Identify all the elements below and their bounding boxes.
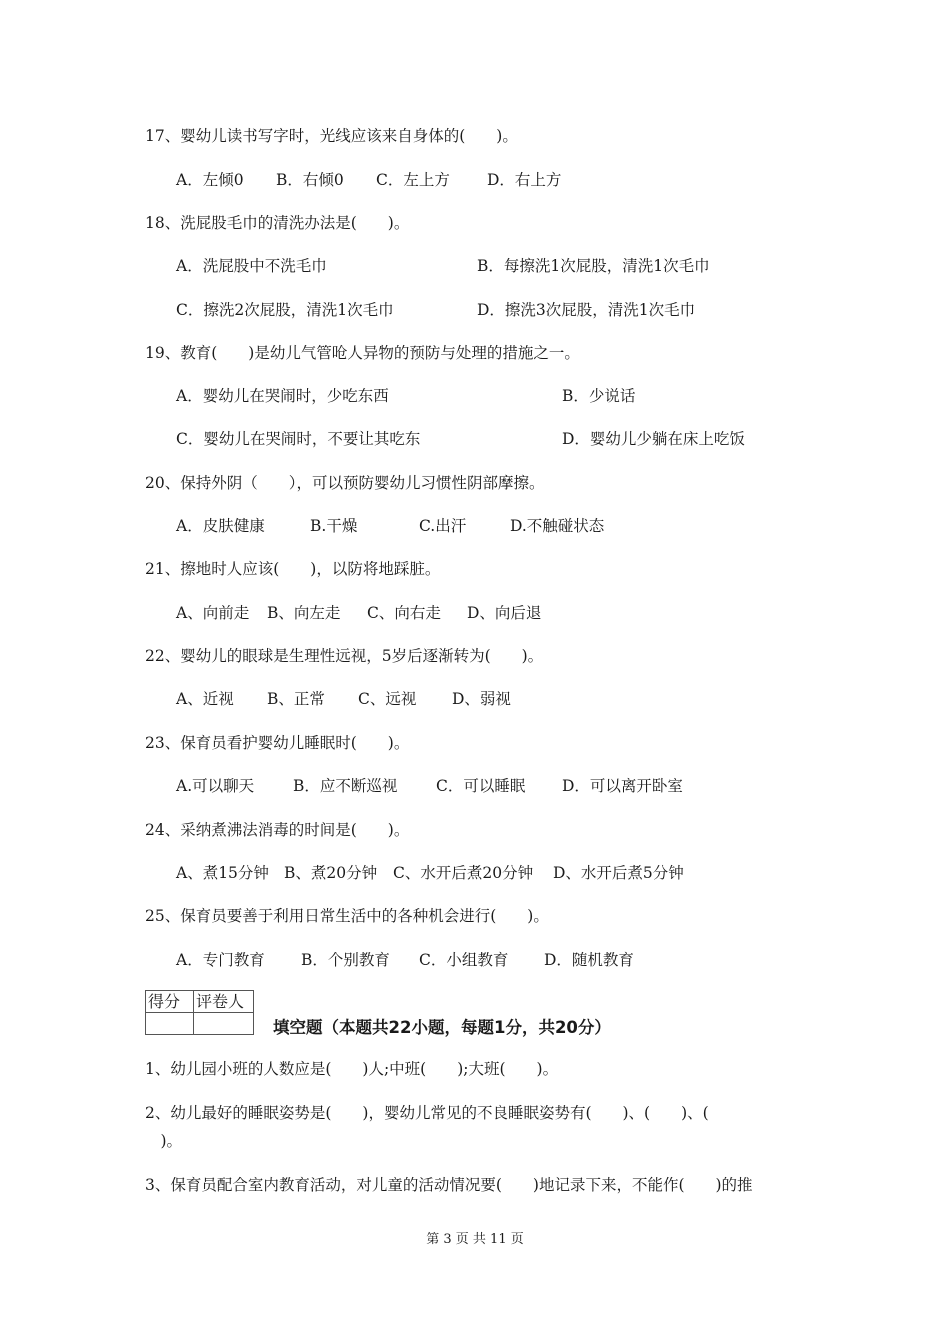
fill-blank-2: 2、幼儿最好的睡眠姿势是( )，婴幼儿常见的不良睡眠姿势有( )、( )、( bbox=[145, 1104, 709, 1122]
q21-option-a: A、向前走 bbox=[176, 604, 250, 622]
section-title: 填空题（本题共22小题，每题1分，共20分） bbox=[273, 1018, 611, 1037]
fill-blank-2-cont: )。 bbox=[145, 1132, 183, 1150]
score-table bbox=[145, 990, 254, 1035]
q17-option-d: D．右上方 bbox=[487, 171, 562, 189]
q19-option-a: A．婴幼儿在哭闹时，少吃东西 bbox=[176, 387, 389, 405]
q20-option-c: C.出汗 bbox=[419, 517, 467, 535]
q24-option-d: D、水开后煮5分钟 bbox=[553, 864, 684, 882]
q18-option-b: B．每擦洗1次屁股，清洗1次毛巾 bbox=[477, 257, 710, 275]
question-19: 19、教育( )是幼儿气管呛人异物的预防与处理的措施之一。 bbox=[145, 344, 580, 362]
q18-option-c: C．擦洗2次屁股，清洗1次毛巾 bbox=[176, 301, 394, 319]
question-18: 18、洗屁股毛巾的清洗办法是( )。 bbox=[145, 214, 410, 232]
grader-cell bbox=[194, 1013, 254, 1035]
q19-option-d: D．婴幼儿少躺在床上吃饭 bbox=[562, 430, 745, 448]
q17-option-b: B．右倾0 bbox=[276, 171, 344, 189]
q23-option-c: C．可以睡眠 bbox=[436, 777, 526, 795]
q20-option-d: D.不触碰状态 bbox=[510, 517, 605, 535]
q21-option-d: D、向后退 bbox=[467, 604, 542, 622]
q23-option-a: A.可以聊天 bbox=[176, 777, 255, 795]
q23-option-d: D．可以离开卧室 bbox=[562, 777, 683, 795]
question-20: 20、保持外阴（ ），可以预防婴幼儿习惯性阴部摩擦。 bbox=[145, 474, 545, 492]
q25-option-d: D．随机教育 bbox=[544, 951, 634, 969]
q23-option-b: B．应不断巡视 bbox=[293, 777, 398, 795]
q22-option-d: D、弱视 bbox=[452, 690, 511, 708]
grader-header: 评卷人 bbox=[194, 991, 254, 1013]
question-21: 21、擦地时人应该( )，以防将地踩脏。 bbox=[145, 560, 441, 578]
q25-option-b: B．个别教育 bbox=[301, 951, 390, 969]
q24-option-b: B、煮20分钟 bbox=[284, 864, 378, 882]
q24-option-a: A、煮15分钟 bbox=[176, 864, 269, 882]
question-22: 22、婴幼儿的眼球是生理性远视，5岁后逐渐转为( )。 bbox=[145, 647, 544, 665]
q17-option-c: C．左上方 bbox=[376, 171, 450, 189]
question-24: 24、采纳煮沸法消毒的时间是( )。 bbox=[145, 821, 410, 839]
score-header: 得分 bbox=[146, 991, 194, 1013]
q21-option-b: B、向左走 bbox=[267, 604, 341, 622]
q25-option-c: C．小组教育 bbox=[419, 951, 509, 969]
question-23: 23、保育员看护婴幼儿睡眠时( )。 bbox=[145, 734, 410, 752]
page-footer: 第 3 页 共 11 页 bbox=[426, 1232, 524, 1247]
q18-option-d: D．擦洗3次屁股，清洗1次毛巾 bbox=[477, 301, 696, 319]
question-25: 25、保育员要善于利用日常生活中的各种机会进行( )。 bbox=[145, 907, 549, 925]
question-17: 17、婴幼儿读书写字时，光线应该来自身体的( )。 bbox=[145, 127, 518, 145]
q17-option-a: A．左倾0 bbox=[176, 171, 244, 189]
q24-option-c: C、水开后煮20分钟 bbox=[393, 864, 534, 882]
q18-option-a: A．洗屁股中不洗毛巾 bbox=[176, 257, 327, 275]
q20-option-a: A．皮肤健康 bbox=[176, 517, 265, 535]
q19-option-b: B．少说话 bbox=[562, 387, 636, 405]
q21-option-c: C、向右走 bbox=[367, 604, 441, 622]
fill-blank-3: 3、保育员配合室内教育活动，对儿童的活动情况要( )地记录下来，不能作( )的推 bbox=[145, 1176, 753, 1194]
q25-option-a: A．专门教育 bbox=[176, 951, 265, 969]
fill-blank-1: 1、幼儿园小班的人数应是( )人;中班( );大班( )。 bbox=[145, 1060, 559, 1078]
q22-option-b: B、正常 bbox=[267, 690, 325, 708]
score-cell bbox=[146, 1013, 194, 1035]
q22-option-a: A、近视 bbox=[176, 690, 234, 708]
q22-option-c: C、远视 bbox=[358, 690, 417, 708]
q19-option-c: C．婴幼儿在哭闹时，不要让其吃东 bbox=[176, 430, 421, 448]
q20-option-b: B.干燥 bbox=[310, 517, 358, 535]
